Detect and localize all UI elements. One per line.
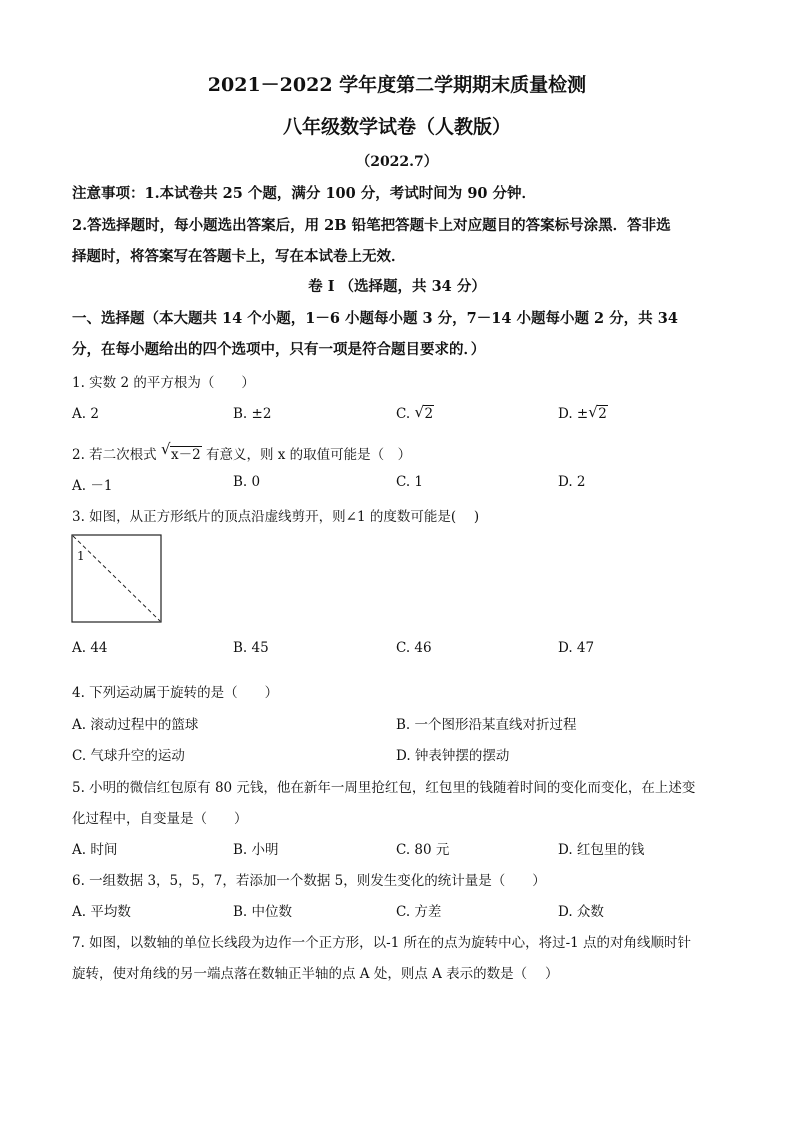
question-5-stem-1: 5. 小明的微信红包原有 80 元钱，他在新年一周里抢红包，红包里的钱随着时间的变化而变化，在上述变 <box>72 780 696 796</box>
section-instruction-2: 分，在每小题给出的四个选项中，只有一项是符合题目要求的．） <box>72 341 486 358</box>
q2-option-b: B. 0 <box>233 474 261 490</box>
q2-option-d: D. 2 <box>558 474 586 490</box>
q2-option-a: A. －1 <box>72 478 113 494</box>
section-instruction-1: 一、选择题（本大题共 14 个小题，1－6 小题每小题 3 分，7－14 小题每小题 2 分，共 34 <box>72 310 678 327</box>
question-6-stem: 6. 一组数据 3，5，5，7，若添加一个数据 5，则发生变化的统计量是（ ） <box>72 873 546 889</box>
q3-angle-label: 1 <box>77 549 85 563</box>
q6-option-c: C. 方差 <box>396 904 442 920</box>
q6-option-d: D. 众数 <box>558 904 604 920</box>
notes-line-2: 2.答选择题时，每小题选出答案后，用 2B 铅笔把答题卡上对应题目的答案标号涂黑．答非选 <box>72 217 671 234</box>
question-5-stem-2: 化过程中，自变量是（ ） <box>72 811 248 827</box>
q1-option-c-radical: √ 2 <box>414 403 434 422</box>
q4-option-c: C. 气球升空的运动 <box>72 748 185 764</box>
q1-option-a: A. 2 <box>72 406 99 422</box>
section-title: 卷 I （选择题，共 34 分） <box>308 278 486 295</box>
notes-line-3: 择题时，将答案写在答题卡上，写在本试卷上无效． <box>72 248 406 265</box>
q1-option-c <box>396 403 434 422</box>
q1-option-d-radical: √ 2 <box>588 403 607 422</box>
q6-option-a: A. 平均数 <box>72 904 131 920</box>
q5-option-d: D. 红包里的钱 <box>558 842 645 858</box>
q4-option-d: D. 钟表钟摆的摆动 <box>396 748 510 764</box>
q5-option-b: B. 小明 <box>233 842 279 858</box>
exam-date: （2022.7） <box>356 154 438 170</box>
question-2-stem: 2. 若二次根式 √ x－2 有意义，则 x 的取值可能是（ ） <box>72 440 412 463</box>
q3-option-a: A. 44 <box>72 640 108 656</box>
q5-option-c: C. 80 元 <box>396 842 450 858</box>
exam-subtitle: 八年级数学试卷（人教版） <box>282 116 511 138</box>
exam-title: 2021－2022 学年度第二学期期末质量检测 <box>207 74 587 96</box>
question-3-stem: 3. 如图，从正方形纸片的顶点沿虚线剪开，则∠1 的度数可能是( ) <box>72 509 480 525</box>
q1-option-c-label: C. <box>396 406 411 422</box>
q3-square-figure <box>71 534 163 624</box>
q2-radical: √ x－2 <box>160 440 201 463</box>
q3-option-c: C. 46 <box>396 640 432 656</box>
q3-option-b: B. 45 <box>233 640 269 656</box>
q4-option-a: A. 滚动过程中的篮球 <box>72 717 199 733</box>
q1-option-d-label: D. ± <box>558 406 589 422</box>
q6-option-b: B. 中位数 <box>233 904 293 920</box>
q3-option-d: D. 47 <box>558 640 595 656</box>
question-7-stem-2: 旋转，使对角线的另一端点落在数轴正半轴的点 A 处，则点 A 表示的数是（ ） <box>72 966 559 982</box>
notes-line-1: 注意事项：1.本试卷共 25 个题，满分 100 分，考试时间为 90 分钟． <box>72 185 537 202</box>
q2-option-c: C. 1 <box>396 474 424 490</box>
q1-option-b: B. ±2 <box>233 406 272 422</box>
q5-option-a: A. 时间 <box>72 842 118 858</box>
q1-option-d <box>558 403 608 422</box>
question-1-stem: 1. 实数 2 的平方根为（ ） <box>72 375 255 391</box>
question-4-stem: 4. 下列运动属于旋转的是（ ） <box>72 685 279 701</box>
q4-option-b: B. 一个图形沿某直线对折过程 <box>396 717 577 733</box>
question-7-stem-1: 7. 如图，以数轴的单位长线段为边作一个正方形，以-1 所在的点为旋转中心，将过-1 点的对角线顺时针 <box>72 935 692 951</box>
